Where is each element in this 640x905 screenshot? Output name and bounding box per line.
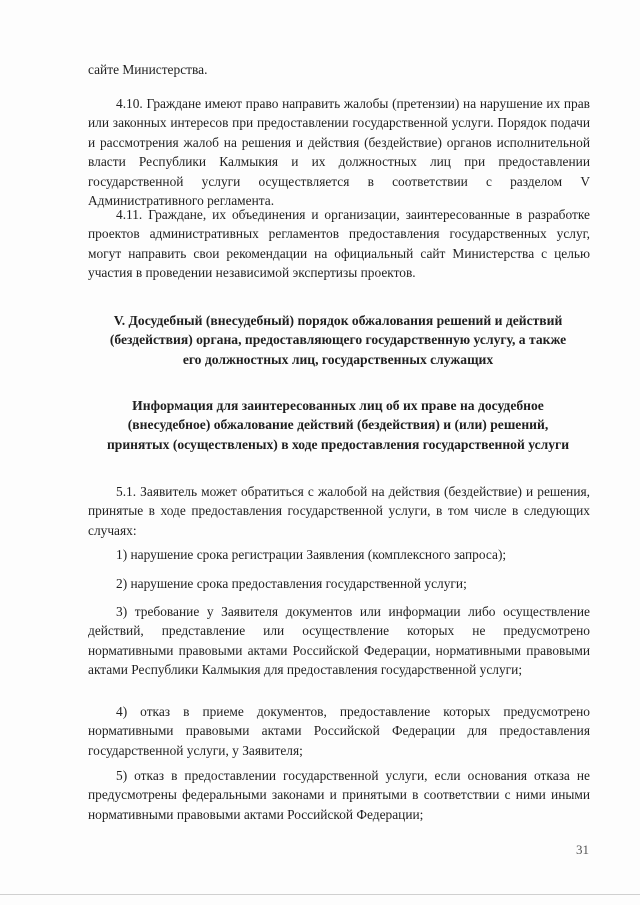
intro-tail-text: сайте Министерства. [88,62,208,77]
section-heading: V. Досудебный (внесудебный) порядок обжалования решений и действий (бездействия) органа, предоставляющего государственную услугу, а также его должностных лиц, государственных служащих [109,313,567,367]
list-item-4: 4) отказ в приеме документов, предоставление которых предусмотрено нормативными правовыми актами Российской Федерации для предоставления государственной услуги, у Заявителя; [88,704,590,758]
paragraph-4-11: 4.11. Граждане, их объединения и организации, заинтересованные в разработке проектов административных регламентов предоставления государственных услуг, могут направить свои рекомендации на официальный сайт Министерства с целью участия в проведении независимой экспертизы проектов. [88,207,590,281]
scan-edge-divider [0,894,640,895]
subheading: Информация для заинтересованных лиц об их праве на досудебное (внесудебное) обжалование действий (бездействия) и (или) решений, принятых (осуществленых) в ходе предоставления государственной услуги [106,398,570,452]
paragraph-4-10: 4.10. Граждане имеют право направить жалобы (претензии) на нарушение их прав или законных интересов при предоставлении государственной услуги. Порядок подачи и рассмотрения жалоб на решения и действия (бездействие) органов исполнительной власти Республики Калмыкия и их должностных лиц при предоставлении государственной услуги осуществляется в соответствии с разделом V Административного регламента. [88,96,590,209]
list-item-5: 5) отказ в предоставлении государственной услуги, если основания отказа не предусмотрены федеральными законами и принятыми в соответствии с ними иными нормативными правовыми актами Российской Федерации; [88,768,590,822]
list-item-3: 3) требование у Заявителя документов или информации либо осуществление действий, представление или осуществление которых не предусмотрено нормативными правовыми актами Российской Федерации, нормативными правовыми актами Республики Калмыкия для предоставления государственной услуги; [88,604,590,678]
list-item-1: 1) нарушение срока регистрации Заявления (комплексного запроса); [116,547,507,562]
list-item-2: 2) нарушение срока предоставления государственной услуги; [116,576,467,591]
page-number: 31 [576,842,589,857]
paragraph-5-1: 5.1. Заявитель может обратиться с жалобой на действия (бездействие) и решения, принятые в ходе предоставления государственной услуги, в том числе в следующих случаях: [88,484,590,538]
